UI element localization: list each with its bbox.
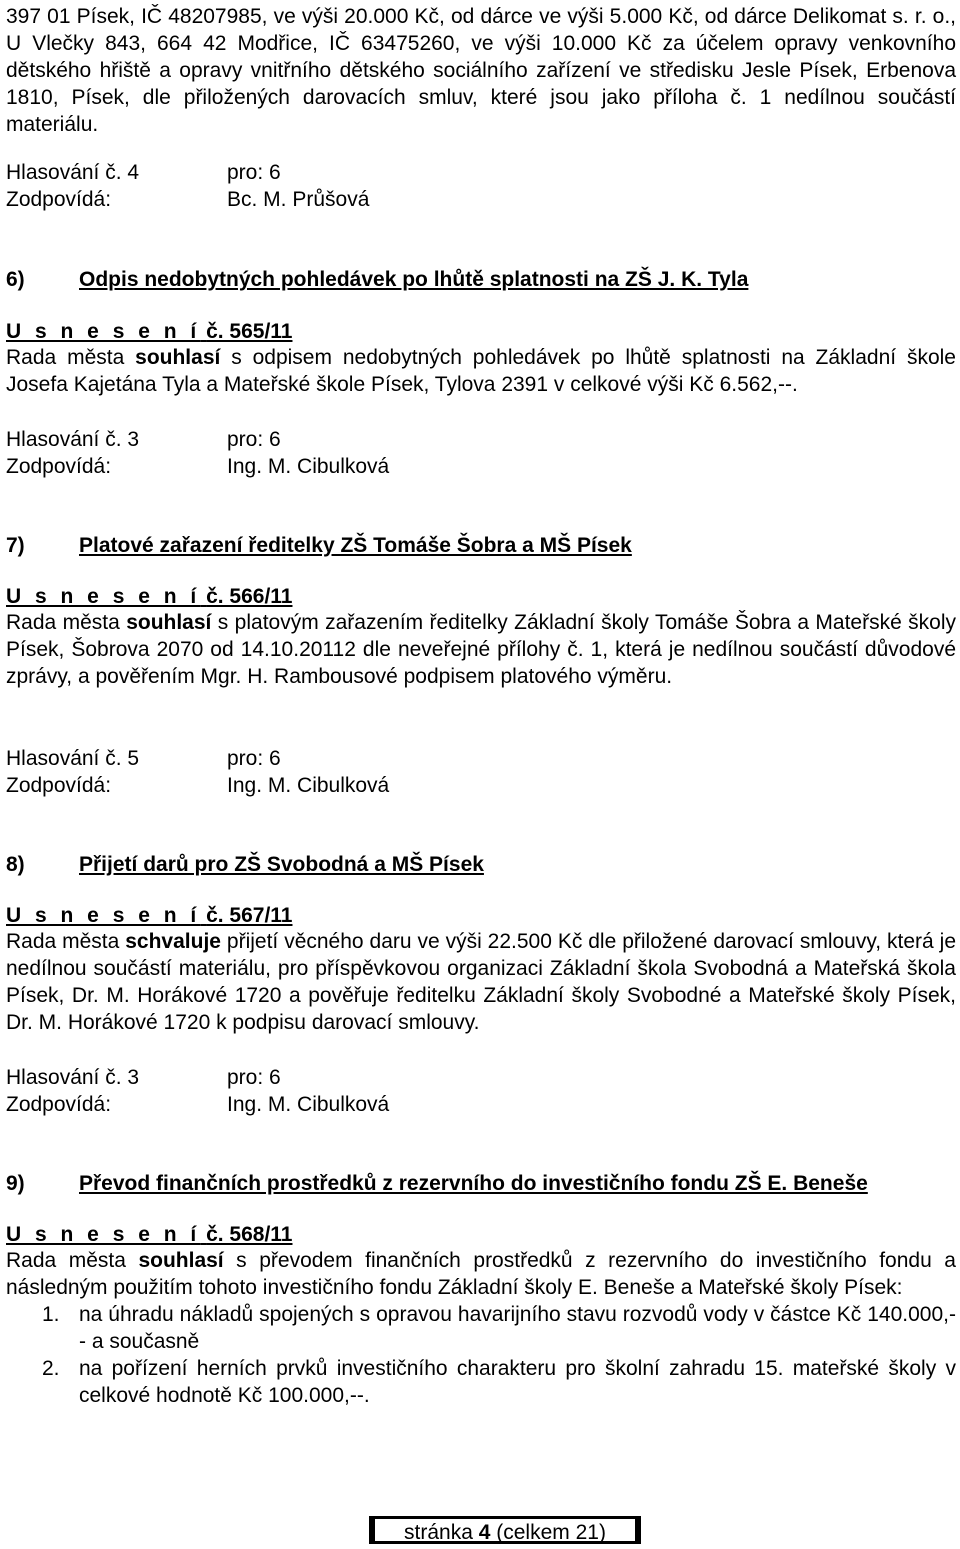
resolution-text: Rada města souhlasí s převodem finančních prostředků z rezervního do investičního fondu a následným použitím tohoto investičního fondu Základní školy E. Beneše a Mateřské školy Písek: xyxy=(6,1249,956,1299)
responsible-person: Ing. M. Cibulková xyxy=(227,1093,390,1116)
vote-pro: pro: 6 xyxy=(227,747,281,770)
section-heading xyxy=(6,1170,868,1197)
list-item: 2. na pořízení herních prvků investičního charakteru pro školní zahradu 15. mateřské školy v celkové hodnotě Kč 100.000,--. xyxy=(42,1357,956,1407)
section-number: 7) xyxy=(6,534,25,557)
section-title: Převod finančních prostředků z rezervního do investičního fondu ZŠ E. Beneše xyxy=(79,1172,868,1195)
resolution-text: Rada města schvaluje přijetí věcného daru ve výši 22.500 Kč dle přiložené darovací smlouvy, která je nedílnou součástí materiálu, pro příspěvkovou organizaci Základní škola Svobodná a Mateřská škola Písek, Dr. M. Horákové 1720 a pověřuje ředitelku Základní školy Svobodné a Mateřské školy Písek, Dr. M. Horákové 1720 k podpisu darovací smlouvy. xyxy=(6,930,956,1034)
vote-block xyxy=(6,426,389,480)
vote-pro: pro: 6 xyxy=(227,161,281,184)
responsible-person: Ing. M. Cibulková xyxy=(227,455,390,478)
vote-pro: pro: 6 xyxy=(227,428,281,451)
section-number: 6) xyxy=(6,268,25,291)
resolution xyxy=(6,1223,956,1409)
vote-block xyxy=(6,1064,389,1118)
resolution-title: U s n e s e n í č. 568/11 xyxy=(6,1223,293,1246)
list-item: 1. na úhradu nákladů spojených s opravou havarijního stavu rozvodů vody v částce Kč 140.000,-- a současně xyxy=(42,1303,956,1353)
vote-block xyxy=(6,745,389,799)
responsible-label: Zodpovídá: xyxy=(6,455,112,478)
section-heading xyxy=(6,266,748,293)
resolution-text: Rada města souhlasí s platovým zařazením ředitelky Základní školy Tomáše Šobra a Mateřské školy Písek, Šobrova 2070 od 14.10.20112 dle neveřejné přílohy č. 1, která je nedílnou součástí důvodové zprávy, a pověřením Mgr. H. Rambousové podpisem platového výměru. xyxy=(6,611,956,688)
responsible-label: Zodpovídá: xyxy=(6,1093,112,1116)
responsible-label: Zodpovídá: xyxy=(6,774,112,797)
section-number: 8) xyxy=(6,853,25,876)
section-title: Přijetí darů pro ZŠ Svobodná a MŠ Písek xyxy=(79,853,484,876)
vote-number: Hlasování č. 3 xyxy=(6,428,140,451)
page-number-box: stránka 4 (celkem 21) xyxy=(369,1516,641,1544)
responsible-person: Ing. M. Cibulková xyxy=(227,774,390,797)
responsible-person: Bc. M. Průšová xyxy=(227,188,370,211)
resolution-text: Rada města souhlasí s odpisem nedobytných pohledávek po lhůtě splatnosti na Základní škole Josefa Kajetána Tyla a Mateřské škole Písek, Tylova 2391 v celkové výši Kč 6.562,--. xyxy=(6,346,956,396)
intro-paragraph: 397 01 Písek, IČ 48207985, ve výši 20.000 Kč, od dárce ve výši 5.000 Kč, od dárce Delikomat s. r. o., U Vlečky 843, 664 42 Modřice, IČ 63475260, ve výši 10.000 Kč za účelem opravy venkovního dětského hřiště a opravy vnitřního dětského sociálního zařízení ve středisku Jesle Písek, Erbenova 1810, Písek, dle přiložených darovacích smluv, které jsou jako příloha č. 1 nedílnou součástí materiálu. xyxy=(6,5,956,136)
resolution-title: U s n e s e n í č. 565/11 xyxy=(6,320,293,343)
resolution xyxy=(6,320,956,398)
section-heading xyxy=(6,532,632,559)
vote-pro: pro: 6 xyxy=(227,1066,281,1089)
section-number: 9) xyxy=(6,1172,25,1195)
vote-number: Hlasování č. 3 xyxy=(6,1066,140,1089)
section-title: Odpis nedobytných pohledávek po lhůtě splatnosti na ZŠ J. K. Tyla xyxy=(79,268,749,291)
section-heading xyxy=(6,851,484,878)
current-page: 4 xyxy=(478,1521,491,1544)
section-title: Platové zařazení ředitelky ZŠ Tomáše Šobra a MŠ Písek xyxy=(79,534,632,557)
vote-block xyxy=(6,159,369,213)
responsible-label: Zodpovídá: xyxy=(6,188,112,211)
resolution xyxy=(6,904,956,1036)
resolution xyxy=(6,585,956,690)
vote-number: Hlasování č. 4 xyxy=(6,161,140,184)
resolution-title: U s n e s e n í č. 566/11 xyxy=(6,585,293,608)
resolution-title: U s n e s e n í č. 567/11 xyxy=(6,904,293,927)
resolution-list xyxy=(6,1301,956,1409)
vote-number: Hlasování č. 5 xyxy=(6,747,140,770)
